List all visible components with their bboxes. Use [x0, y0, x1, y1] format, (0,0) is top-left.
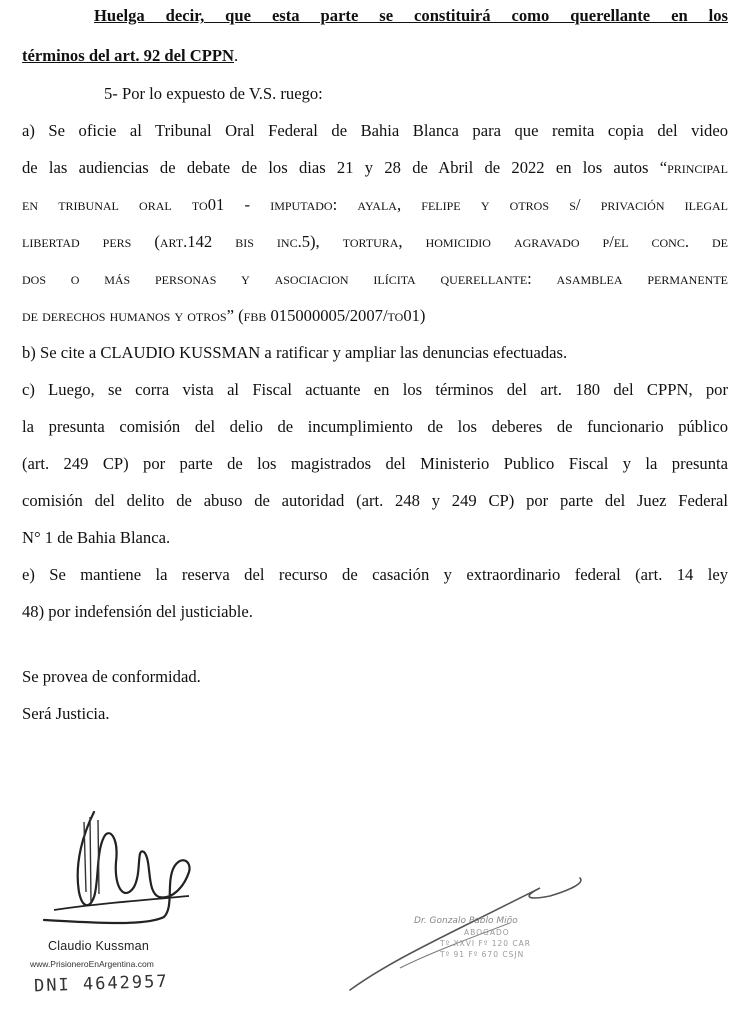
- signer-dni: DNI 4642957: [33, 971, 169, 997]
- item-c-line: la presunta comisión del delio de incumplimiento de los deberes de funcionario público: [22, 417, 728, 436]
- case-title-line: en tribunal oral to01 - imputado: ayala, felipe y otros s/ privación ilegal: [22, 195, 728, 214]
- closing-line: Se provea de conformidad.: [22, 667, 201, 686]
- item-a-line: a) Se oficie al Tribunal Oral Federal de Bahia Blanca para que remita copia del video: [22, 121, 728, 140]
- handwritten-signature-icon: [24, 792, 216, 942]
- lawyer-stamp: Dr. Gonzalo Pablo Miño ABOGADO Tº XXVI Fº 120 CAR Tº 91 Fº 670 CSJN: [414, 916, 532, 959]
- item-e-line: e) Se mantiene la reserva del recurso de casación y extraordinario federal (art. 14 ley: [22, 565, 728, 584]
- underlined-heading: Huelga decir, que esta parte se constituirá como querellante en los: [94, 6, 728, 25]
- underlined-heading-end: términos del art. 92 del CPPN: [22, 46, 234, 65]
- signature-block-kussman: [24, 792, 216, 1007]
- text-line: [22, 6, 728, 46]
- closing-line: Será Justicia.: [22, 704, 110, 723]
- item-c-line: c) Luego, se corra vista al Fiscal actuante en los términos del art. 180 del CPPN, por: [22, 380, 728, 399]
- item-c-line: (art. 249 CP) por parte de los magistrados del Ministerio Publico Fiscal y la presunta: [22, 454, 728, 473]
- item-c-line: comisión del delito de abuso de autoridad (art. 248 y 249 CP) por parte del Juez Federal: [22, 491, 728, 510]
- item-a-line: de las audiencias de debate de los dias 21 y 28 de Abril de 2022 en los autos “principal: [22, 158, 728, 177]
- signer-name: Claudio Kussman: [48, 939, 149, 953]
- case-title-line: dos o más personas y asociacion ilícita querellante: asamblea permanente: [22, 269, 728, 288]
- item-c-line: N° 1 de Bahia Blanca.: [22, 528, 171, 547]
- case-title-line: libertad pers (art.142 bis inc.5), tortura, homicidio agravado p/el conc. de: [22, 232, 728, 251]
- item-b-line: b) Se cite a CLAUDIO KUSSMAN a ratificar y ampliar las denuncias efectuadas.: [22, 343, 568, 362]
- section-heading: 5- Por lo expuesto de V.S. ruego:: [104, 84, 323, 103]
- document-body: [22, 6, 728, 741]
- text-line: términos del art. 92 del CPPN.: [22, 46, 239, 65]
- item-e-line: 48) por indefensión del justiciable.: [22, 602, 253, 621]
- signature-block-lawyer: [340, 868, 590, 998]
- signer-website: www.PrisioneroEnArgentina.com: [30, 959, 154, 969]
- case-title-line: de derechos humanos y otros” (fbb 015000005/2007/to01): [22, 306, 426, 325]
